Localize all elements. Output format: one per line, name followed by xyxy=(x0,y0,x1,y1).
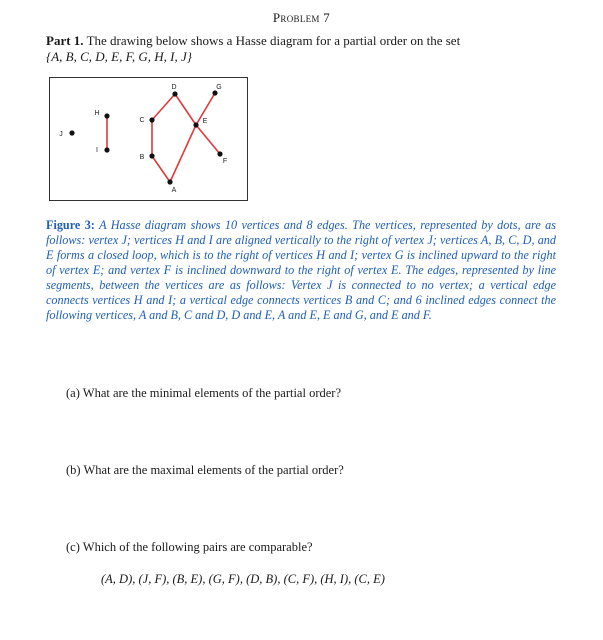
vertex-I xyxy=(104,147,109,152)
hasse-diagram-svg xyxy=(50,78,247,200)
edge-D-E xyxy=(175,94,196,125)
vertex-H xyxy=(104,113,109,118)
edge-A-B xyxy=(152,156,170,182)
vertex-F xyxy=(217,151,222,156)
pairs-list: (A, D), (J, F), (B, E), (G, F), (D, B), (C, F), (H, I), (C, E) xyxy=(101,572,385,586)
question-a-label: (a) xyxy=(66,386,80,400)
edge-C-D xyxy=(152,94,175,120)
part-text: The drawing below shows a Hasse diagram for a partial order on the set xyxy=(86,33,461,48)
vertex-B xyxy=(149,153,154,158)
part-intro xyxy=(46,33,558,65)
question-c-label: (c) xyxy=(66,540,80,554)
question-b-label: (b) xyxy=(66,463,81,477)
vertex-label-H: H xyxy=(94,110,100,117)
vertex-E xyxy=(193,122,198,127)
figure-caption xyxy=(46,218,556,323)
vertex-A xyxy=(167,179,172,184)
vertex-label-F: F xyxy=(222,158,228,165)
vertex-label-B: B xyxy=(139,154,145,161)
problem-title: Problem 7 xyxy=(272,10,331,25)
question-a xyxy=(66,386,546,401)
part-label: Part 1. xyxy=(46,33,84,48)
set-notation: {A, B, C, D, E, F, G, H, I, J} xyxy=(46,49,192,64)
vertex-label-C: C xyxy=(139,117,145,124)
vertex-C xyxy=(149,117,154,122)
vertex-label-E: E xyxy=(202,118,208,125)
edge-A-E xyxy=(170,125,196,182)
figure-label: Figure 3: xyxy=(46,218,95,232)
question-a-text: What are the minimal elements of the partial order? xyxy=(82,386,342,400)
vertex-J xyxy=(69,130,74,135)
vertex-label-J: J xyxy=(59,131,63,138)
question-c xyxy=(66,540,546,555)
vertex-G xyxy=(212,90,217,95)
vertex-label-A: A xyxy=(171,187,177,194)
vertex-label-D: D xyxy=(171,84,177,91)
question-c-text: Which of the following pairs are comparable? xyxy=(82,540,313,554)
question-b xyxy=(66,463,546,478)
vertex-label-G: G xyxy=(216,84,222,91)
edge-E-F xyxy=(196,125,220,154)
vertex-label-I: I xyxy=(96,147,98,154)
question-b-text: What are the maximal elements of the partial order? xyxy=(83,463,344,477)
figure-caption-text: A Hasse diagram shows 10 vertices and 8 edges. The vertices, represented by dots, are as follows: vertex J; vertices H and I are aligned vertically to the right of vertex J; vertices A, B, C, D, and E forms a closed loop, which is to the right of vertices H and I; vertex G is inclined upward to the right of vertex E; and vertex F is inclined downward to the right of vertex E. The edges, represented by line segments, between the vertices are as follows: Vertex J is connected to no vertex; a vertical edge connects vertices H and I; a vertical edge connects vertices B and C; and 6 inclined edges connect the following vertices, A and B, C and D, D and E, A and E, E and G, and E and F. xyxy=(46,218,556,322)
hasse-diagram xyxy=(49,77,248,201)
vertex-D xyxy=(172,91,177,96)
